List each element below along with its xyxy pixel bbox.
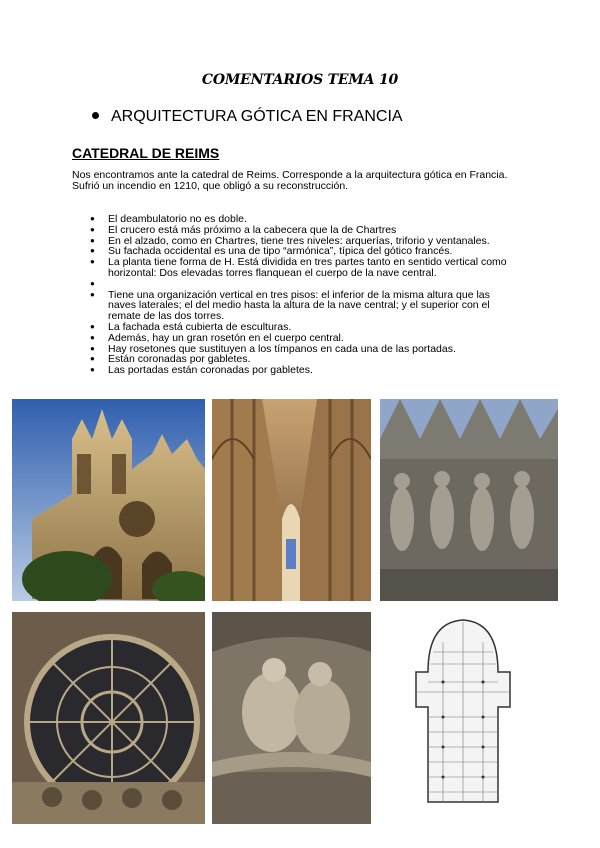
list-item: ● Además, hay un gran rosetón en el cuerpo central. — [90, 333, 520, 344]
list-item: ● Su fachada occidental es una de tipo “armónica”, típica del gótico francés. — [90, 246, 520, 257]
intro-line: Sufrió un incendio en 1210, que obligó a su reconstrucción. — [72, 180, 349, 192]
intro-line: Nos encontramos ante la catedral de Reims. Corresponde a la arquitectura gótica en Francia. — [72, 169, 508, 181]
cathedral-facade-photo — [12, 399, 205, 601]
list-item: ● La fachada está cubierta de esculturas. — [90, 322, 520, 333]
list-item: ● Están coronadas por gabletes. — [90, 354, 520, 365]
bullet-list — [90, 214, 520, 376]
list-item: ● Las portadas están coronadas por gabletes. — [90, 365, 520, 376]
nave-interior-photo — [212, 399, 371, 601]
list-item: ● El deambulatorio no es doble. — [90, 214, 520, 225]
bullet-icon — [92, 112, 99, 119]
list-item: ● El crucero está más próximo a la cabecera que la de Chartres — [90, 225, 520, 236]
portal-statues-photo — [380, 399, 558, 601]
list-item: ● Hay rosetones que sustituyen a los tímpanos en cada una de las portadas. — [90, 344, 520, 355]
list-item: ● La planta tiene forma de H. Está dividida en tres partes tanto en sentido vertical como horizontal: Dos elevadas torres flanquean el cuerpo de la nave central. — [90, 257, 520, 279]
section-title — [92, 108, 403, 126]
floor-plan-drawing — [398, 612, 528, 812]
subsection-title: CATEDRAL DE REIMS — [72, 145, 220, 161]
list-item — [90, 279, 520, 290]
section-title-text: ARQUITECTURA GÓTICA EN FRANCIA — [111, 108, 403, 125]
rose-window-photo — [12, 612, 205, 824]
list-item: ● En el alzado, como en Chartres, tiene tres niveles: arquerías, triforio y ventanales. — [90, 236, 520, 247]
document-header: COMENTARIOS TEMA 10 — [201, 72, 399, 88]
intro-paragraph — [72, 170, 512, 192]
sculpture-detail-photo — [212, 612, 371, 824]
list-item: ● Tiene una organización vertical en tres pisos: el inferior de la misma altura que las naves laterales; el del medio hasta la altura de la nave central; y el superior con el remate de las dos torres. — [90, 290, 520, 322]
